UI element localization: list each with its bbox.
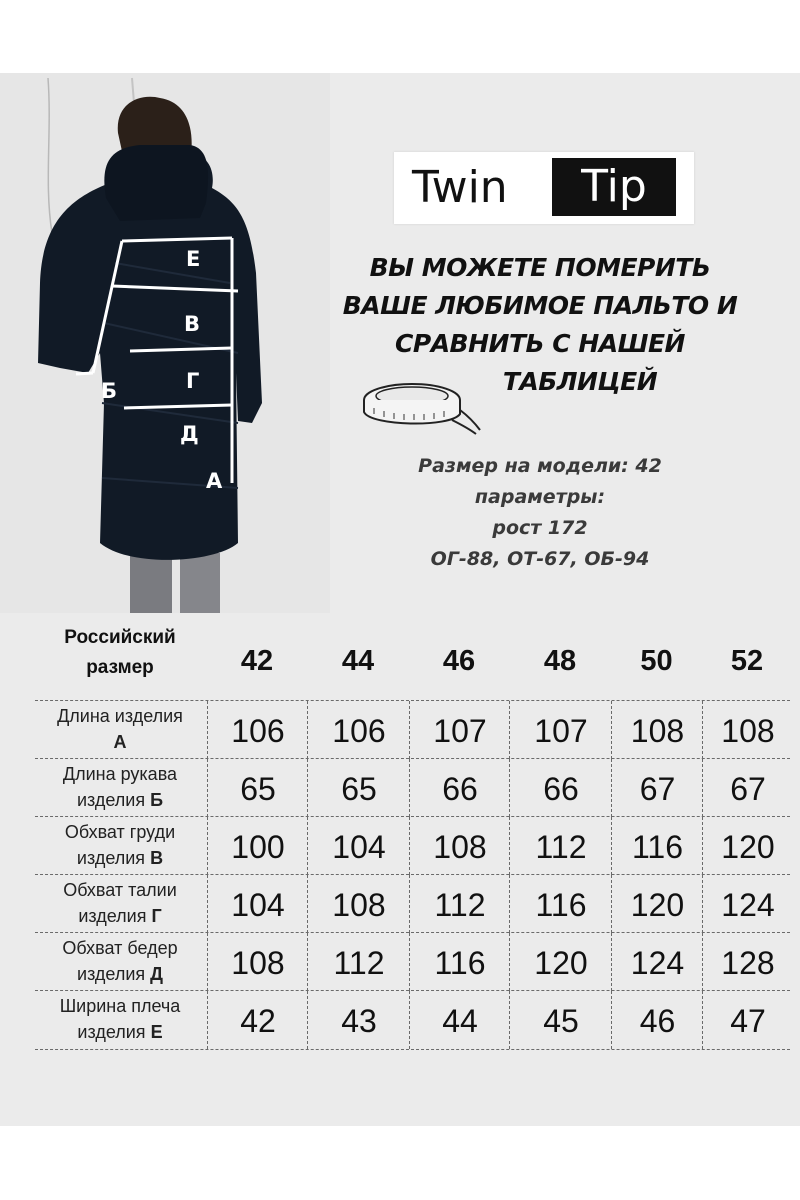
table-cell: 116 — [509, 875, 612, 933]
row-label — [35, 761, 205, 813]
row-letter: А — [113, 732, 127, 752]
table-cell: 106 — [307, 701, 410, 759]
table-row — [35, 700, 790, 759]
row-label — [35, 935, 205, 987]
table-cell: 66 — [509, 759, 612, 817]
table-cell: 112 — [509, 817, 612, 875]
model-params-label: параметры: — [474, 486, 606, 508]
model-height: рост 172 — [492, 517, 588, 539]
size-header-50: 50 — [640, 645, 673, 677]
table-cell: 46 — [611, 991, 703, 1049]
logo-text-twin: Twin — [412, 162, 508, 213]
table-cell: 108 — [409, 817, 510, 875]
row-label — [35, 703, 205, 755]
table-cell: 128 — [702, 933, 793, 991]
row-label-line2 — [35, 903, 205, 929]
row-label-line1: Длина изделия — [57, 706, 183, 726]
table-cell: 124 — [611, 933, 703, 991]
model-photo — [0, 73, 330, 613]
table-cell: 120 — [509, 933, 612, 991]
table-cell: 124 — [702, 875, 793, 933]
brand-logo — [394, 152, 694, 224]
heading-line: ВАШЕ ЛЮБИМОЕ ПАЛЬТО И — [342, 291, 738, 320]
table-cell: 108 — [307, 875, 410, 933]
table-row — [35, 758, 790, 817]
table-header-label — [35, 623, 205, 683]
row-label-line2 — [35, 729, 205, 755]
model-info — [360, 451, 720, 575]
table-cell: 106 — [207, 701, 308, 759]
row-letter: Г — [151, 906, 162, 926]
table-cell: 47 — [702, 991, 793, 1049]
row-letter: Б — [150, 790, 164, 810]
heading-line: СРАВНИТЬ С НАШЕЙ — [395, 329, 685, 358]
diagram-label-g: Г — [186, 369, 200, 393]
table-row — [35, 932, 790, 991]
table-row — [35, 990, 790, 1050]
row-label-line1: Обхват талии — [63, 880, 177, 900]
heading-line: ВЫ МОЖЕТЕ ПОМЕРИТЬ — [369, 253, 711, 282]
model-measures: ОГ-88, ОТ-67, ОБ-94 — [430, 548, 650, 570]
table-cell: 104 — [207, 875, 308, 933]
table-cell: 112 — [409, 875, 510, 933]
table-cell: 120 — [611, 875, 703, 933]
row-label-text: изделия — [77, 964, 151, 984]
row-label-line1: Обхват бедер — [62, 938, 178, 958]
table-cell: 100 — [207, 817, 308, 875]
row-letter: Е — [150, 1022, 163, 1042]
row-label-line2 — [35, 787, 205, 813]
row-label-text: изделия — [78, 906, 152, 926]
table-cell: 45 — [509, 991, 612, 1049]
row-label-text: изделия — [76, 848, 151, 868]
logo-text-tip: Tip — [552, 158, 676, 216]
diagram-label-b: Б — [101, 379, 118, 403]
row-label-line1: Длина рукава — [62, 764, 178, 784]
row-letter: Д — [150, 964, 163, 984]
table-row — [35, 874, 790, 933]
diagram-label-a: А — [206, 469, 223, 493]
model-size: Размер на модели: 42 — [418, 455, 662, 477]
table-cell: 42 — [207, 991, 308, 1049]
size-header-42: 42 — [240, 645, 274, 677]
diagram-label-d: Д — [180, 422, 199, 446]
table-cell: 107 — [409, 701, 510, 759]
row-label-text: изделия — [76, 790, 151, 810]
table-cell: 66 — [409, 759, 510, 817]
row-letter: В — [150, 848, 164, 868]
heading-line: ТАБЛИЦЕЙ — [502, 367, 658, 396]
table-cell: 108 — [207, 933, 308, 991]
size-header-44: 44 — [341, 645, 375, 677]
table-cell: 108 — [611, 701, 703, 759]
table-cell: 67 — [702, 759, 793, 817]
header-line: размер — [86, 657, 154, 678]
table-cell: 43 — [307, 991, 410, 1049]
row-label — [35, 819, 205, 871]
table-cell: 104 — [307, 817, 410, 875]
header-line: Российский — [64, 627, 176, 648]
table-cell: 116 — [611, 817, 703, 875]
table-cell: 107 — [509, 701, 612, 759]
table-cell: 67 — [611, 759, 703, 817]
row-label-line1: Обхват груди — [64, 822, 176, 842]
row-label-line2 — [35, 845, 205, 871]
size-chart-panel — [0, 73, 800, 1126]
size-header-52: 52 — [730, 645, 764, 677]
table-cell: 116 — [409, 933, 510, 991]
table-cell: 108 — [702, 701, 793, 759]
table-cell: 44 — [409, 991, 510, 1049]
size-header-48: 48 — [543, 645, 577, 677]
row-label — [35, 877, 205, 929]
size-header-46: 46 — [442, 645, 476, 677]
table-cell: 65 — [307, 759, 410, 817]
diagram-label-e: Е — [186, 247, 201, 271]
table-cell: 112 — [307, 933, 410, 991]
table-cell: 120 — [702, 817, 793, 875]
row-label-line2 — [35, 961, 205, 987]
table-row — [35, 816, 790, 875]
row-label-line2 — [35, 1019, 205, 1045]
row-label-text: изделия — [77, 1022, 151, 1042]
measuring-tape-icon — [360, 376, 485, 436]
row-label — [35, 993, 205, 1045]
diagram-label-v: В — [184, 312, 201, 336]
table-cell: 65 — [207, 759, 308, 817]
row-label-line1: Ширина плеча — [59, 996, 181, 1016]
